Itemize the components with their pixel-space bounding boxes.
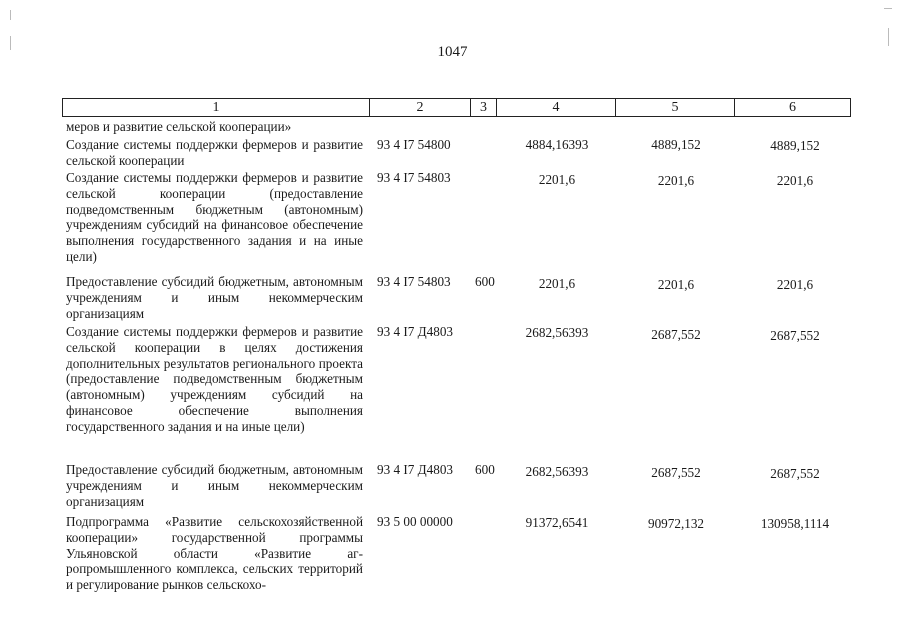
row-description: Создание системы поддержки фермеров и развитие сельской кооперации (предоставление подведомственным бюджетным (автономным) учреждениям субсидий на финансовое обеспечение выполнения государственного задания и на иные цели) (66, 170, 363, 264)
row-value-5: 2201,6 (657, 173, 695, 188)
row-value-6: 4889,152 (770, 138, 820, 153)
row-value-6: 2201,6 (776, 173, 814, 188)
column-header-row (62, 98, 851, 117)
row-value-5: 2201,6 (657, 277, 695, 292)
header-col-4: 4 (497, 99, 616, 117)
header-col-6: 6 (735, 99, 851, 117)
row-value-6: 130958,1114 (760, 516, 830, 531)
row-description: Подпрограмма «Развитие сельскохозяйственной кооперации» государственной программы Ульяновской области «Развитие агропромышленного комплекса, сельских территорий и регулирование рынков сельскохо- (66, 514, 363, 593)
row-value-4: 2682,56393 (525, 325, 589, 340)
row-expense-type: 600 (475, 462, 495, 477)
row-code: 93 4 I7 54803 (377, 274, 451, 289)
row-description: Создание системы поддержки фермеров и развитие сельской кооперации (66, 137, 363, 168)
header-col-2: 2 (370, 99, 471, 117)
row-value-4: 2201,6 (538, 276, 576, 291)
row-value-6: 2687,552 (770, 328, 820, 343)
row-description: Предоставление субсидий бюджетным, автономным учреждениям и иным некоммерческим организациям (66, 274, 363, 321)
row-description: Предоставление субсидий бюджетным, автономным учреждениям и иным некоммерческим организациям (66, 462, 363, 509)
continuation-text: меров и развитие сельской кооперации» (66, 119, 292, 134)
scan-edge-mark (888, 28, 889, 46)
row-code: 93 4 I7 Д4803 (377, 324, 454, 339)
scan-edge-mark (10, 10, 11, 20)
header-col-1: 1 (63, 99, 370, 117)
row-expense-type: 600 (475, 274, 495, 289)
row-value-4: 2201,6 (538, 172, 576, 187)
row-description: Создание системы поддержки фермеров и развитие сельской кооперации в целях достижения дополнительных результатов регионального проекта (предоставление подведомственным бюджетным (автономным) учреждениям субсидий на финансовое обеспечение выполнения государственного задания и на иные цели) (66, 324, 363, 434)
row-code: 93 4 I7 Д4803 (377, 462, 454, 477)
row-value-6: 2687,552 (770, 466, 820, 481)
row-value-5: 2687,552 (651, 327, 701, 342)
row-code: 93 4 I7 54803 (377, 170, 451, 185)
row-value-5: 90972,132 (647, 516, 705, 531)
row-value-6: 2201,6 (776, 277, 814, 292)
row-value-4: 4884,16393 (525, 137, 589, 152)
row-code: 93 4 I7 54800 (377, 137, 451, 152)
row-value-5: 2687,552 (651, 465, 701, 480)
page-number: 1047 (437, 44, 468, 60)
row-value-5: 4889,152 (651, 137, 701, 152)
header-col-5: 5 (616, 99, 735, 117)
scan-edge-mark (10, 36, 11, 50)
row-value-4: 91372,6541 (525, 515, 589, 530)
row-code: 93 5 00 00000 (377, 514, 453, 529)
row-value-4: 2682,56393 (525, 464, 589, 479)
scan-edge-mark (884, 8, 892, 9)
header-col-3: 3 (471, 99, 497, 117)
